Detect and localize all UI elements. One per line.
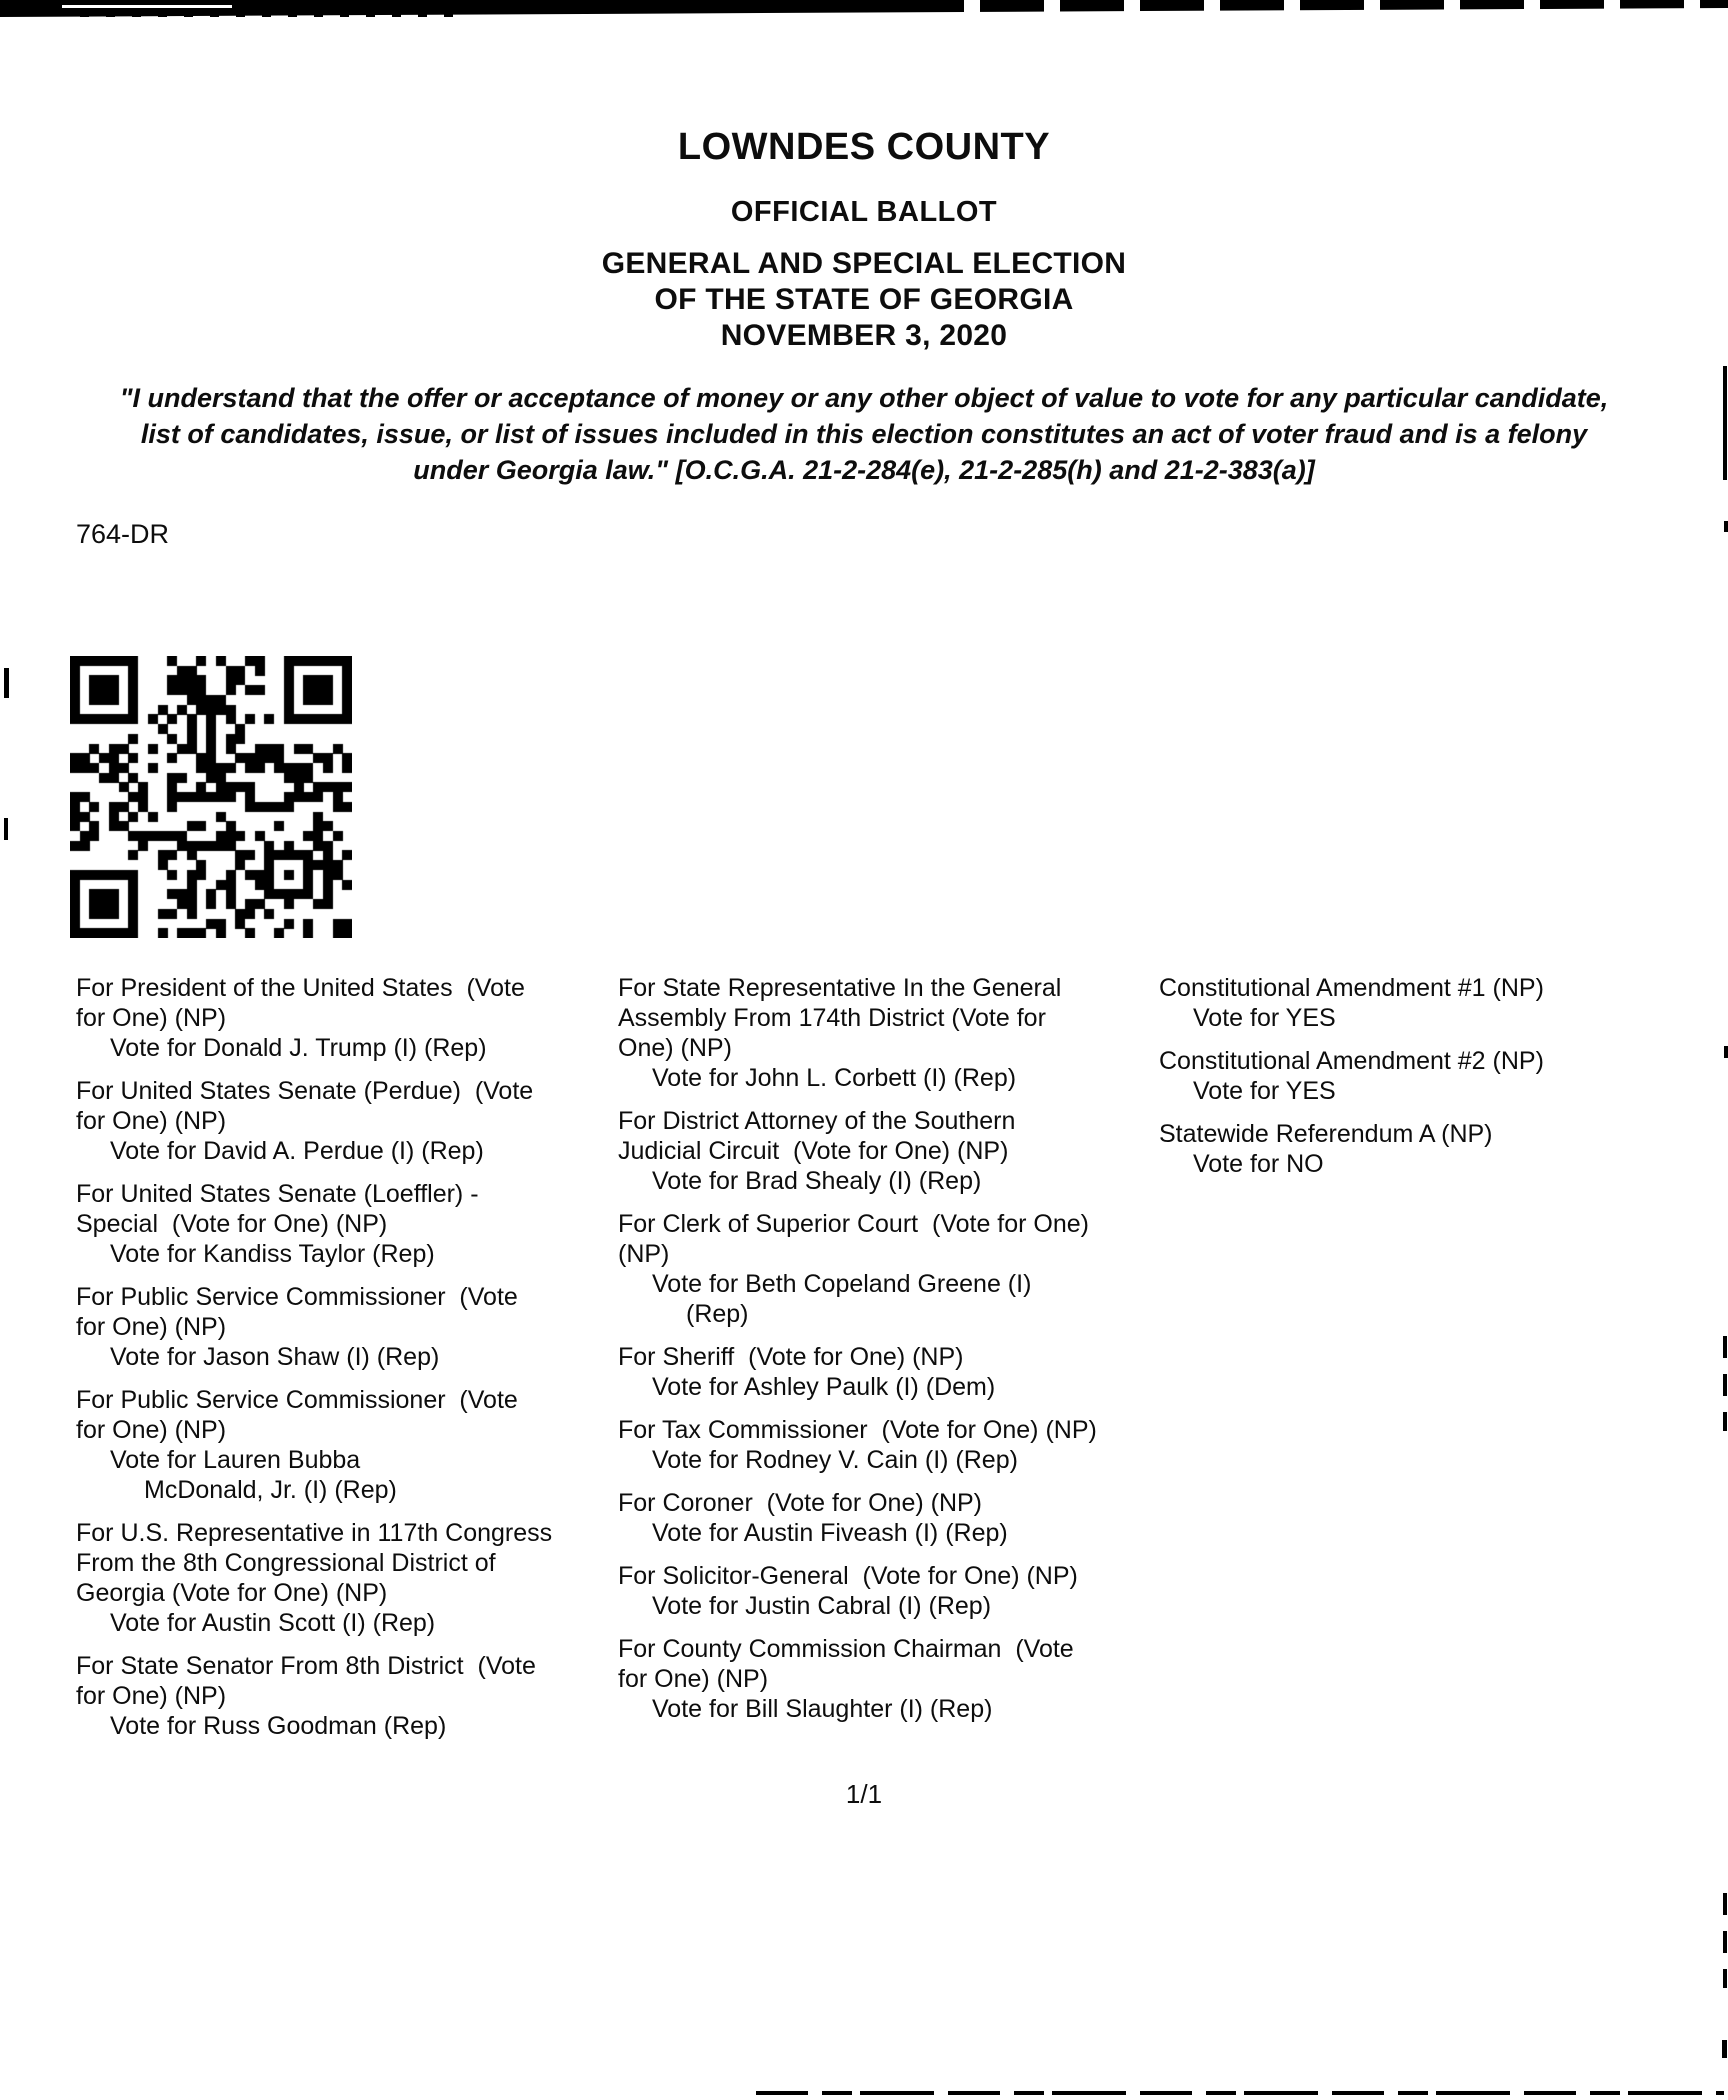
contest [618,1634,1097,1724]
scan-artifact-left-tick-1 [4,668,9,698]
contest [618,1415,1097,1475]
scan-artifact-band-dash [62,5,232,8]
contest-title-line: for One) (NP) [76,1004,227,1032]
scan-artifact-right-tick-1 [1724,521,1728,532]
contest-title-line: For President of the United States (Vote [76,974,525,1002]
contest-title-line: For County Commission Chairman (Vote [618,1635,1074,1663]
contest-title-line: Statewide Referendum A (NP) [1159,1120,1493,1148]
contest-title-line: for One) (NP) [618,1665,769,1693]
scan-artifact-band-dots [80,14,460,17]
contest-selection-line: Vote for Rodney V. Cain (I) (Rep) [652,1446,1018,1474]
scan-artifact-right-dashes-1 [1723,1336,1727,1431]
contest [76,1518,552,1638]
contest-title-line: One) (NP) [618,1034,732,1062]
contest-selection-line: (Rep) [686,1300,749,1328]
contest-selection-line: Vote for Ashley Paulk (I) (Dem) [652,1373,996,1401]
contest [618,1561,1097,1621]
contest [618,1342,1097,1402]
contest-title-line: For Public Service Commissioner (Vote [76,1386,518,1414]
election-title-line-2: OF THE STATE OF GEORGIA [654,283,1074,316]
contest-selection-line: Vote for Lauren Bubba [110,1446,361,1474]
contest-selection-line: Vote for Kandiss Taylor (Rep) [110,1240,435,1268]
contest [76,1076,552,1166]
contest-title-line: For District Attorney of the Southern [618,1107,1016,1135]
scan-artifact-right-dashes-2 [1723,1893,1727,1988]
contest-selection-line: Vote for YES [1193,1077,1336,1105]
election-date: NOVEMBER 3, 2020 [720,319,1008,352]
page-number: 1/1 [845,1779,883,1809]
contest [618,973,1097,1093]
voter-fraud-notice [0,380,1728,488]
contest [618,1106,1097,1196]
contest-title-line: For Solicitor-General (Vote for One) (NP) [618,1562,1078,1590]
scan-artifact-left-tick-2 [4,818,8,840]
contest [76,1282,552,1372]
ballot-column-3 [1159,973,1544,1192]
voter-fraud-notice-line-3: under Georgia law." [O.C.G.A. 21-2-284(e), 21-2-285(h) and 21-2-383(a)] [413,455,1315,485]
contest-selection-line: Vote for David A. Perdue (I) (Rep) [110,1137,484,1165]
election-title-line-1: GENERAL AND SPECIAL ELECTION [601,247,1127,280]
contest-title-line: for One) (NP) [76,1682,227,1710]
scan-artifact-right-tick-3 [1722,2040,1727,2058]
contest-title-line: For State Representative In the General [618,974,1062,1002]
contest-title-line: (NP) [618,1240,670,1268]
contest [76,1385,552,1505]
contest-selection-line: Vote for Bill Slaughter (I) (Rep) [652,1695,993,1723]
contest-title-line: For Coroner (Vote for One) (NP) [618,1489,983,1517]
contest-title-line: for One) (NP) [76,1107,227,1135]
contest-selection-line: Vote for Brad Shealy (I) (Rep) [652,1167,982,1195]
contest [618,1209,1097,1329]
scan-artifact-right-tick-2 [1724,1046,1728,1058]
contest-title-line: For United States Senate (Loeffler) - [76,1180,479,1208]
contest-title-line: Assembly From 174th District (Vote for [618,1004,1046,1032]
contest-title-line: For Sheriff (Vote for One) (NP) [618,1343,964,1371]
contest-title-line: For Clerk of Superior Court (Vote for One) [618,1210,1090,1238]
contest [76,973,552,1063]
contest-title-line: Special (Vote for One) (NP) [76,1210,388,1238]
voter-fraud-notice-line-2: list of candidates, issue, or list of issues included in this election constitutes an act of voter fraud and is a felony [140,419,1588,449]
ballot-column-2 [618,973,1097,1737]
ballot-type-title: OFFICIAL BALLOT [730,196,998,228]
contest [618,1488,1097,1548]
contest-title-line: From the 8th Congressional District of [76,1549,496,1577]
contest-title-line: For Public Service Commissioner (Vote [76,1283,518,1311]
contest-title-line: For U.S. Representative in 117th Congress [76,1519,553,1547]
contest-selection-line: Vote for Austin Scott (I) (Rep) [110,1609,436,1637]
contest-title-line: Constitutional Amendment #2 (NP) [1159,1047,1544,1075]
scan-artifact-bottom-dashes [756,2091,1724,2095]
contest-title-line: Judicial Circuit (Vote for One) (NP) [618,1137,1009,1165]
contest-title-line: For United States Senate (Perdue) (Vote [76,1077,534,1105]
contest-selection-line: Vote for Beth Copeland Greene (I) [652,1270,1032,1298]
contest-selection-line: Vote for Donald J. Trump (I) (Rep) [110,1034,487,1062]
contest-selection-line: Vote for Russ Goodman (Rep) [110,1712,447,1740]
contest [76,1651,552,1741]
contest [1159,1046,1544,1106]
contest-title-line: for One) (NP) [76,1313,227,1341]
contest-title-line: Constitutional Amendment #1 (NP) [1159,974,1544,1002]
contest-selection-line: Vote for Jason Shaw (I) (Rep) [110,1343,440,1371]
contest-selection-line: Vote for YES [1193,1004,1336,1032]
contest-selection-line: Vote for Justin Cabral (I) (Rep) [652,1592,992,1620]
contest-title-line: For Tax Commissioner (Vote for One) (NP) [618,1416,1097,1444]
ballot-style-code: 764-DR [76,519,170,549]
scan-artifact-top-band-gaps [900,0,1728,12]
contest-selection-line: Vote for Austin Fiveash (I) (Rep) [652,1519,1008,1547]
ballot-column-1 [76,973,552,1754]
contest-title-line: for One) (NP) [76,1416,227,1444]
contest-title-line: For State Senator From 8th District (Vote [76,1652,536,1680]
contest-selection-line: Vote for NO [1193,1150,1324,1178]
contest-selection-line: McDonald, Jr. (I) (Rep) [144,1476,397,1504]
county-title: LOWNDES COUNTY [677,126,1051,168]
voter-fraud-notice-line-1: "I understand that the offer or acceptance of money or any other object of value to vote for any particular candidate, [119,383,1609,413]
election-title [0,246,1728,354]
contest [1159,1119,1544,1179]
contest-selection-line: Vote for John L. Corbett (I) (Rep) [652,1064,1017,1092]
contest [1159,973,1544,1033]
ballot-qr-code [70,656,352,938]
contest-title-line: Georgia (Vote for One) (NP) [76,1579,388,1607]
contest [76,1179,552,1269]
